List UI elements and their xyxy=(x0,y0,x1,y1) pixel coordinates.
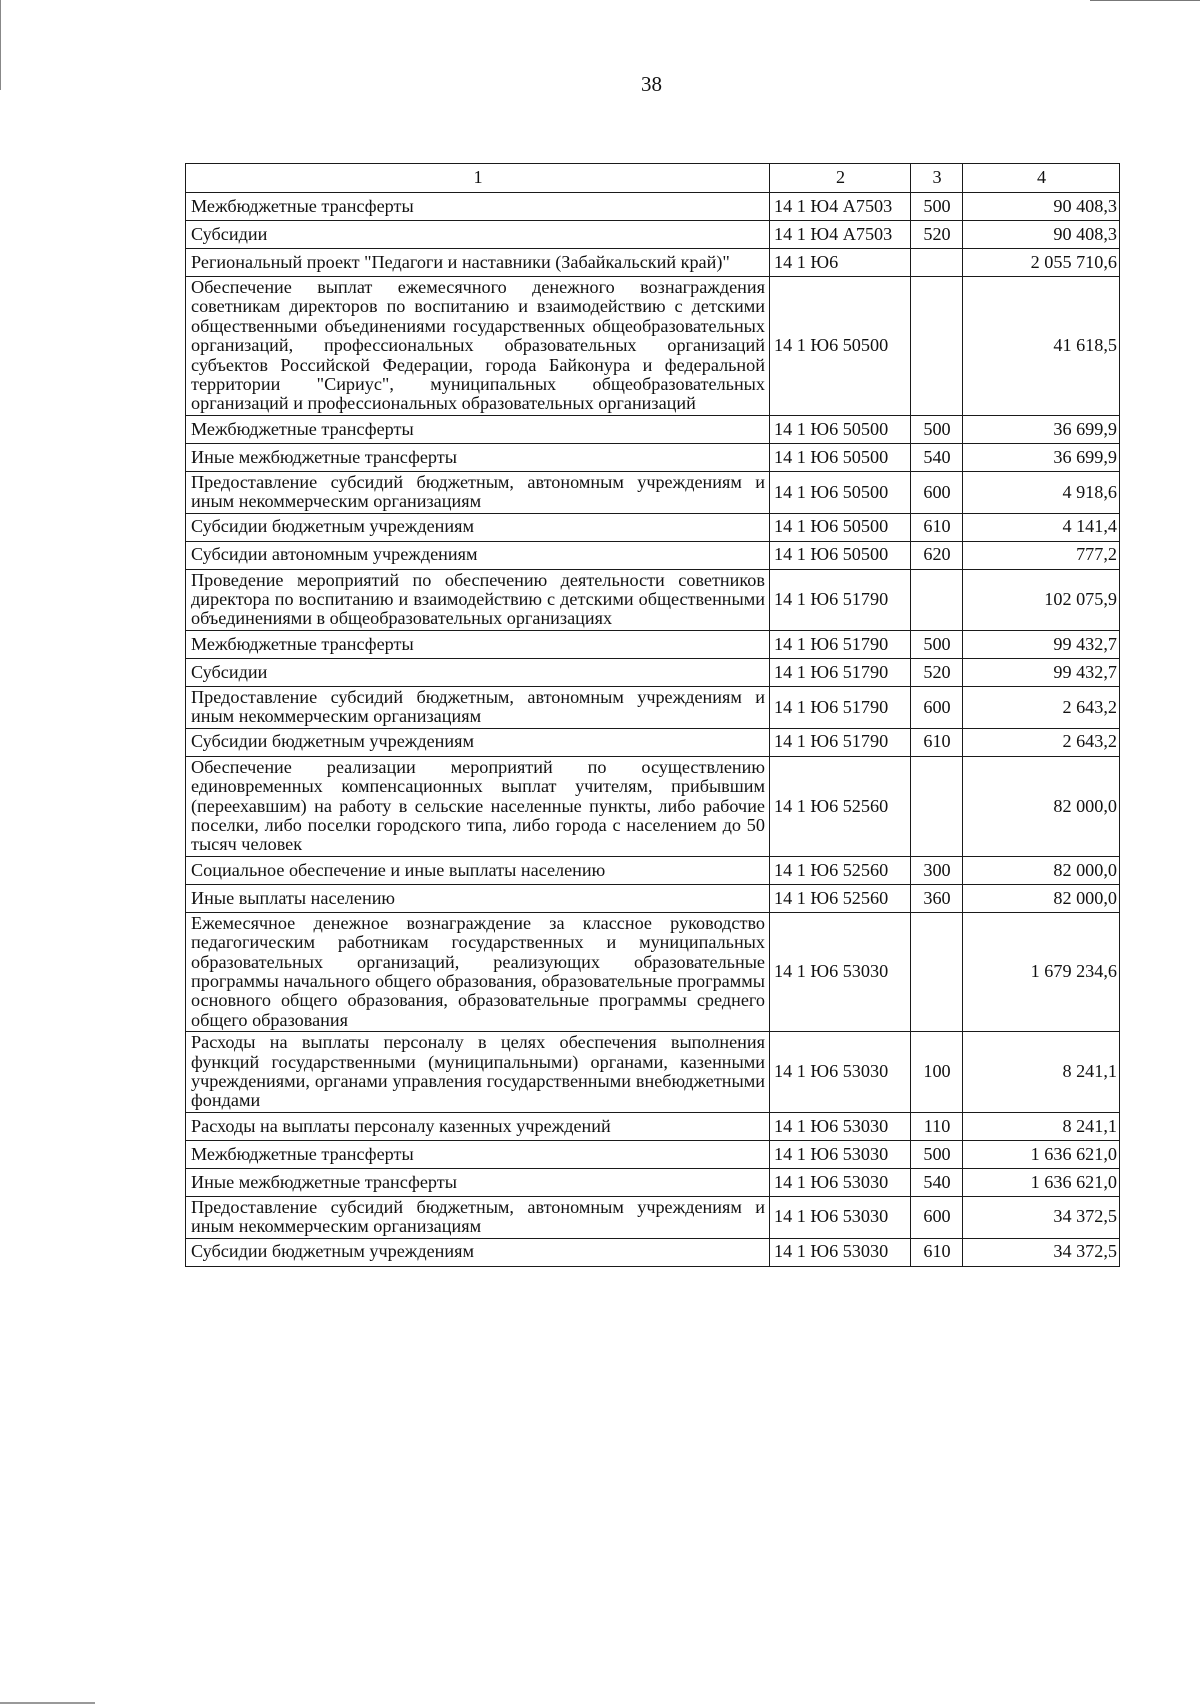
row-name-cell: Субсидии бюджетным учреждениям xyxy=(186,728,770,756)
row-code-cell: 14 1 Ю4 А7503 xyxy=(770,221,911,249)
row-name-cell: Расходы на выплаты персоналу казенных учреждений xyxy=(186,1112,770,1140)
row-type-cell: 610 xyxy=(911,728,963,756)
header-col-2: 2 xyxy=(770,164,911,193)
row-amount-cell: 36 699,9 xyxy=(963,443,1120,471)
row-amount-cell: 4 918,6 xyxy=(963,471,1120,513)
header-col-1: 1 xyxy=(186,164,770,193)
table-row xyxy=(186,193,1120,221)
row-name-cell: Межбюджетные трансферты xyxy=(186,415,770,443)
row-code-cell: 14 1 Ю6 51790 xyxy=(770,630,911,658)
row-amount-cell: 8 241,1 xyxy=(963,1112,1120,1140)
row-amount-cell: 90 408,3 xyxy=(963,193,1120,221)
row-type-cell xyxy=(911,249,963,277)
row-amount-cell: 99 432,7 xyxy=(963,658,1120,686)
header-row xyxy=(186,164,1120,193)
row-name-cell: Расходы на выплаты персоналу в целях обеспечения выполнения функций государственными (муниципальными) органами, казенными учреждениями, органами управления государственными внебюджетными фондами xyxy=(186,1032,770,1113)
row-amount-cell: 1 679 234,6 xyxy=(963,912,1120,1031)
table-row xyxy=(186,658,1120,686)
row-type-cell: 540 xyxy=(911,443,963,471)
row-amount-cell: 82 000,0 xyxy=(963,856,1120,884)
row-amount-cell: 8 241,1 xyxy=(963,1032,1120,1113)
row-amount-cell: 90 408,3 xyxy=(963,221,1120,249)
row-name-cell: Проведение мероприятий по обеспечению деятельности советников директора по воспитанию и взаимодействию с детскими общественными объединениями в общеобразовательных организациях xyxy=(186,569,770,630)
row-type-cell: 500 xyxy=(911,630,963,658)
row-type-cell xyxy=(911,756,963,856)
row-name-cell: Субсидии бюджетным учреждениям xyxy=(186,513,770,541)
table-row xyxy=(186,513,1120,541)
row-type-cell: 520 xyxy=(911,221,963,249)
row-code-cell: 14 1 Ю6 50500 xyxy=(770,541,911,569)
table-row xyxy=(186,277,1120,416)
budget-table xyxy=(185,163,1120,1267)
row-amount-cell: 2 643,2 xyxy=(963,728,1120,756)
row-code-cell: 14 1 Ю6 50500 xyxy=(770,471,911,513)
row-type-cell: 500 xyxy=(911,1140,963,1168)
row-type-cell: 300 xyxy=(911,856,963,884)
row-name-cell: Субсидии бюджетным учреждениям xyxy=(186,1238,770,1266)
row-name-cell: Иные межбюджетные трансферты xyxy=(186,1168,770,1196)
table-row xyxy=(186,686,1120,728)
row-amount-cell: 34 372,5 xyxy=(963,1238,1120,1266)
row-amount-cell: 82 000,0 xyxy=(963,756,1120,856)
row-name-cell: Региональный проект "Педагоги и наставники (Забайкальский край)" xyxy=(186,249,770,277)
row-type-cell: 100 xyxy=(911,1032,963,1113)
row-name-cell: Обеспечение реализации мероприятий по осуществлению единовременных компенсационных выплат учителям, прибывшим (переехавшим) на работу в сельские населенные пункты, либо рабочие поселки, либо поселки городского типа, либо города с населением до 50 тысяч человек xyxy=(186,756,770,856)
row-amount-cell: 2 643,2 xyxy=(963,686,1120,728)
row-code-cell: 14 1 Ю6 53030 xyxy=(770,1168,911,1196)
row-type-cell: 540 xyxy=(911,1168,963,1196)
row-amount-cell: 4 141,4 xyxy=(963,513,1120,541)
row-code-cell: 14 1 Ю6 53030 xyxy=(770,1112,911,1140)
table-row xyxy=(186,1032,1120,1113)
row-type-cell: 600 xyxy=(911,471,963,513)
row-code-cell: 14 1 Ю6 xyxy=(770,249,911,277)
row-amount-cell: 1 636 621,0 xyxy=(963,1168,1120,1196)
row-name-cell: Субсидии автономным учреждениям xyxy=(186,541,770,569)
row-type-cell xyxy=(911,569,963,630)
row-code-cell: 14 1 Ю6 50500 xyxy=(770,415,911,443)
row-name-cell: Социальное обеспечение и иные выплаты населению xyxy=(186,856,770,884)
row-amount-cell: 82 000,0 xyxy=(963,884,1120,912)
row-type-cell xyxy=(911,277,963,416)
page-number: 38 xyxy=(641,72,662,96)
table-row xyxy=(186,415,1120,443)
table-header xyxy=(186,164,1120,193)
row-code-cell: 14 1 Ю6 52560 xyxy=(770,756,911,856)
row-code-cell: 14 1 Ю6 53030 xyxy=(770,1032,911,1113)
row-name-cell: Субсидии xyxy=(186,221,770,249)
header-col-3: 3 xyxy=(911,164,963,193)
row-amount-cell: 34 372,5 xyxy=(963,1196,1120,1238)
row-amount-cell: 102 075,9 xyxy=(963,569,1120,630)
row-name-cell: Предоставление субсидий бюджетным, автономным учреждениям и иным некоммерческим организациям xyxy=(186,686,770,728)
row-amount-cell: 36 699,9 xyxy=(963,415,1120,443)
row-code-cell: 14 1 Ю6 50500 xyxy=(770,277,911,416)
row-type-cell xyxy=(911,912,963,1031)
row-code-cell: 14 1 Ю6 51790 xyxy=(770,658,911,686)
table-row xyxy=(186,541,1120,569)
row-type-cell: 360 xyxy=(911,884,963,912)
row-code-cell: 14 1 Ю6 50500 xyxy=(770,513,911,541)
row-type-cell: 600 xyxy=(911,686,963,728)
table-row xyxy=(186,884,1120,912)
table-row xyxy=(186,1112,1120,1140)
row-code-cell: 14 1 Ю6 51790 xyxy=(770,569,911,630)
row-code-cell: 14 1 Ю6 52560 xyxy=(770,856,911,884)
table-row xyxy=(186,249,1120,277)
row-code-cell: 14 1 Ю6 53030 xyxy=(770,912,911,1031)
row-code-cell: 14 1 Ю6 53030 xyxy=(770,1140,911,1168)
row-name-cell: Межбюджетные трансферты xyxy=(186,1140,770,1168)
row-code-cell: 14 1 Ю6 53030 xyxy=(770,1238,911,1266)
row-type-cell: 500 xyxy=(911,193,963,221)
row-name-cell: Субсидии xyxy=(186,658,770,686)
row-amount-cell: 2 055 710,6 xyxy=(963,249,1120,277)
table-body xyxy=(186,193,1120,1267)
row-code-cell: 14 1 Ю6 52560 xyxy=(770,884,911,912)
table-row xyxy=(186,1140,1120,1168)
table-row xyxy=(186,756,1120,856)
row-name-cell: Обеспечение выплат ежемесячного денежного вознаграждения советникам директоров по воспитанию и взаимодействию с детскими общественными объединениями государственных общеобразовательных организаций, профессиональных образовательных организаций субъектов Российской Федерации, города Байконура и федеральной территории "Сириус", муниципальных общеобразовательных организаций и профессиональных образовательных организаций xyxy=(186,277,770,416)
row-type-cell: 110 xyxy=(911,1112,963,1140)
row-code-cell: 14 1 Ю6 50500 xyxy=(770,443,911,471)
row-amount-cell: 41 618,5 xyxy=(963,277,1120,416)
row-amount-cell: 777,2 xyxy=(963,541,1120,569)
row-type-cell: 610 xyxy=(911,1238,963,1266)
row-amount-cell: 1 636 621,0 xyxy=(963,1140,1120,1168)
table-row xyxy=(186,221,1120,249)
row-name-cell: Ежемесячное денежное вознаграждение за классное руководство педагогическим работникам государственных и муниципальных образовательных организаций, реализующих образовательные программы начального общего образования, образовательные программы основного общего образования, образовательные программы среднего общего образования xyxy=(186,912,770,1031)
table-row xyxy=(186,912,1120,1031)
table-row xyxy=(186,471,1120,513)
table-row xyxy=(186,1238,1120,1266)
row-name-cell: Предоставление субсидий бюджетным, автономным учреждениям и иным некоммерческим организациям xyxy=(186,471,770,513)
table-row xyxy=(186,630,1120,658)
row-name-cell: Иные выплаты населению xyxy=(186,884,770,912)
row-name-cell: Иные межбюджетные трансферты xyxy=(186,443,770,471)
row-name-cell: Межбюджетные трансферты xyxy=(186,630,770,658)
table-row xyxy=(186,728,1120,756)
row-type-cell: 500 xyxy=(911,415,963,443)
row-type-cell: 610 xyxy=(911,513,963,541)
row-type-cell: 600 xyxy=(911,1196,963,1238)
row-code-cell: 14 1 Ю6 53030 xyxy=(770,1196,911,1238)
row-type-cell: 620 xyxy=(911,541,963,569)
table-row xyxy=(186,1168,1120,1196)
header-col-4: 4 xyxy=(963,164,1120,193)
row-type-cell: 520 xyxy=(911,658,963,686)
table-row xyxy=(186,569,1120,630)
table-row xyxy=(186,1196,1120,1238)
row-code-cell: 14 1 Ю6 51790 xyxy=(770,728,911,756)
scan-edge-mark-top xyxy=(1090,0,1200,1)
row-name-cell: Предоставление субсидий бюджетным, автономным учреждениям и иным некоммерческим организациям xyxy=(186,1196,770,1238)
row-amount-cell: 99 432,7 xyxy=(963,630,1120,658)
table-row xyxy=(186,856,1120,884)
row-code-cell: 14 1 Ю4 А7503 xyxy=(770,193,911,221)
table-row xyxy=(186,443,1120,471)
row-name-cell: Межбюджетные трансферты xyxy=(186,193,770,221)
row-code-cell: 14 1 Ю6 51790 xyxy=(770,686,911,728)
